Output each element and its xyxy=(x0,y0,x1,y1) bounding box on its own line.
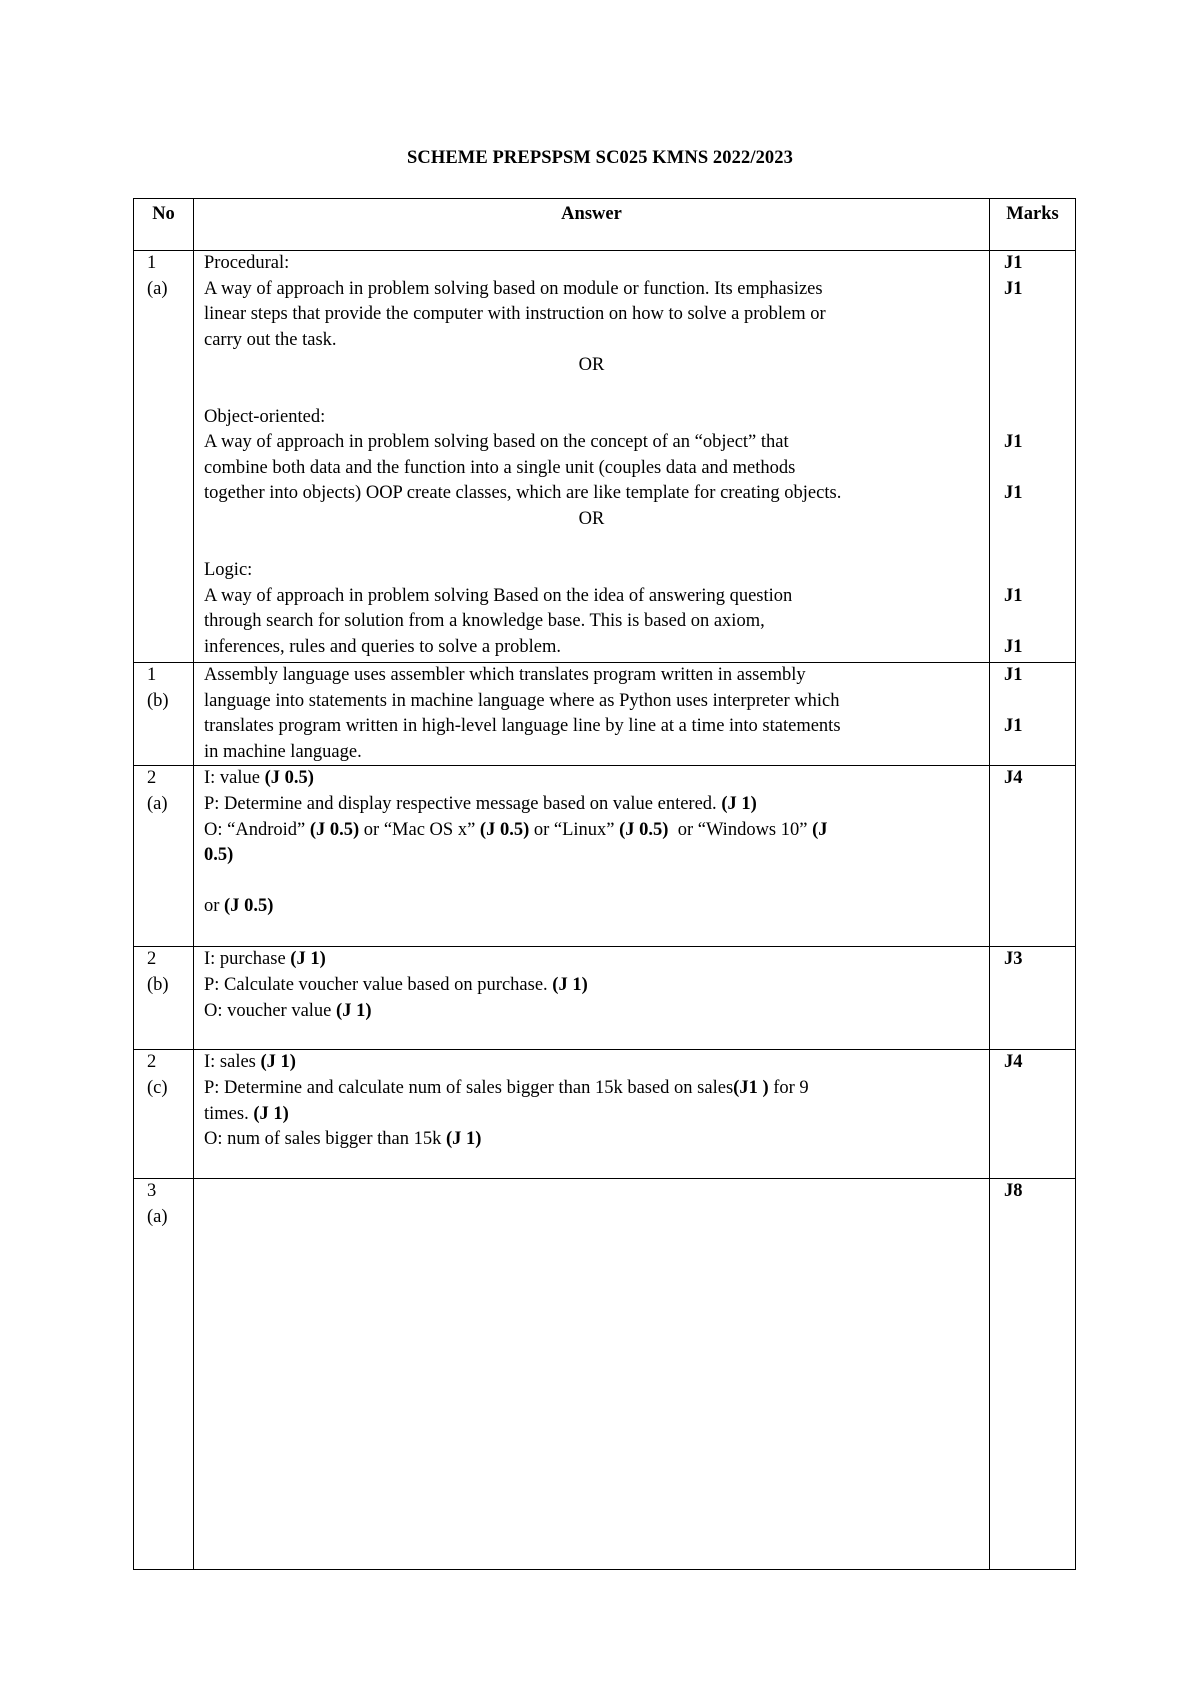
answer-line: language into statements in machine language where as Python uses interpreter which xyxy=(204,690,840,711)
answer-line: together into objects) OOP create classes, which are like template for creating objects. xyxy=(204,483,842,504)
mark: J1 xyxy=(1004,585,1023,606)
marks-cell xyxy=(990,663,1076,766)
mark: J1 xyxy=(1004,636,1023,657)
answer-line: in machine language. xyxy=(204,741,362,762)
answer-cell-empty xyxy=(194,1179,990,1570)
answer-line: Assembly language uses assembler which translates program written in assembly xyxy=(204,665,806,685)
header-answer: Answer xyxy=(194,199,990,251)
answer-heading: Object-oriented: xyxy=(204,406,326,427)
output-line: O: “Android” (J 0.5) or “Mac OS x” (J 0.5) or “Linux” (J 0.5) or “Windows 10” (J xyxy=(204,819,828,840)
question-number: 2(a) xyxy=(134,766,194,947)
output-line-continued: 0.5) xyxy=(204,845,234,866)
question-number: 1(b) xyxy=(134,663,194,766)
header-marks: Marks xyxy=(990,199,1076,251)
mark: J1 xyxy=(1004,716,1023,737)
answer-line: linear steps that provide the computer with instruction on how to solve a problem or xyxy=(204,304,826,325)
input-line: I: value (J 0.5) xyxy=(204,768,314,789)
mark: J1 xyxy=(1004,278,1023,299)
mark: J1 xyxy=(1004,483,1023,504)
marking-scheme-table xyxy=(133,198,1076,1570)
mark: J8 xyxy=(1004,1181,1023,1202)
answer-cell xyxy=(194,251,990,663)
or-line: or (J 0.5) xyxy=(204,896,274,917)
table-row xyxy=(134,1050,1076,1179)
marks-cell xyxy=(990,1050,1076,1179)
output-line: O: voucher value (J 1) xyxy=(204,1000,372,1021)
header-no: No xyxy=(134,199,194,251)
table-row xyxy=(134,766,1076,947)
question-number: 2(c) xyxy=(134,1050,194,1179)
output-line: O: num of sales bigger than 15k (J 1) xyxy=(204,1129,482,1150)
answer-line: A way of approach in problem solving Based on the idea of answering question xyxy=(204,585,793,606)
answer-line: A way of approach in problem solving based on the concept of an “object” that xyxy=(204,432,789,453)
mark: J3 xyxy=(1004,949,1023,970)
answer-line: combine both data and the function into a single unit (couples data and methods xyxy=(204,457,796,478)
process-line: P: Determine and calculate num of sales bigger than 15k based on sales(J1 ) for 9 xyxy=(204,1077,809,1098)
answer-cell xyxy=(194,663,990,766)
marks-cell xyxy=(990,766,1076,947)
answer-cell xyxy=(194,766,990,947)
process-line: P: Calculate voucher value based on purchase. (J 1) xyxy=(204,974,588,995)
or-separator: OR xyxy=(578,508,605,529)
table-header-row xyxy=(134,199,1076,251)
mark: J4 xyxy=(1004,1052,1023,1073)
marks-cell xyxy=(990,251,1076,663)
answer-cell xyxy=(194,947,990,1050)
answer-heading: Procedural: xyxy=(204,253,290,273)
process-line: P: Determine and display respective message based on value entered. (J 1) xyxy=(204,793,757,814)
answer-line: inferences, rules and queries to solve a problem. xyxy=(204,636,562,657)
answer-heading: Logic: xyxy=(204,560,253,581)
or-separator: OR xyxy=(578,355,605,376)
mark: J1 xyxy=(1004,665,1023,685)
answer-cell xyxy=(194,1050,990,1179)
table-row xyxy=(134,1179,1076,1570)
answer-line: carry out the task. xyxy=(204,329,337,350)
process-line-continued: times. (J 1) xyxy=(204,1103,289,1124)
table-row xyxy=(134,251,1076,663)
table-row xyxy=(134,663,1076,766)
marks-cell xyxy=(990,1179,1076,1570)
answer-line: through search for solution from a knowledge base. This is based on axiom, xyxy=(204,611,765,632)
input-line: I: purchase (J 1) xyxy=(204,949,326,970)
question-number: 3(a) xyxy=(134,1179,194,1570)
mark: J1 xyxy=(1004,432,1023,453)
page-title: SCHEME PREPSPSM SC025 KMNS 2022/2023 xyxy=(407,148,793,168)
table-row xyxy=(134,947,1076,1050)
mark: J4 xyxy=(1004,768,1023,789)
input-line: I: sales (J 1) xyxy=(204,1052,296,1073)
answer-line: translates program written in high-level language line by line at a time into statements xyxy=(204,716,841,737)
question-number: 1(a) xyxy=(134,251,194,663)
answer-line: A way of approach in problem solving based on module or function. Its emphasizes xyxy=(204,278,823,299)
question-number: 2(b) xyxy=(134,947,194,1050)
mark: J1 xyxy=(1004,253,1023,273)
marks-cell xyxy=(990,947,1076,1050)
